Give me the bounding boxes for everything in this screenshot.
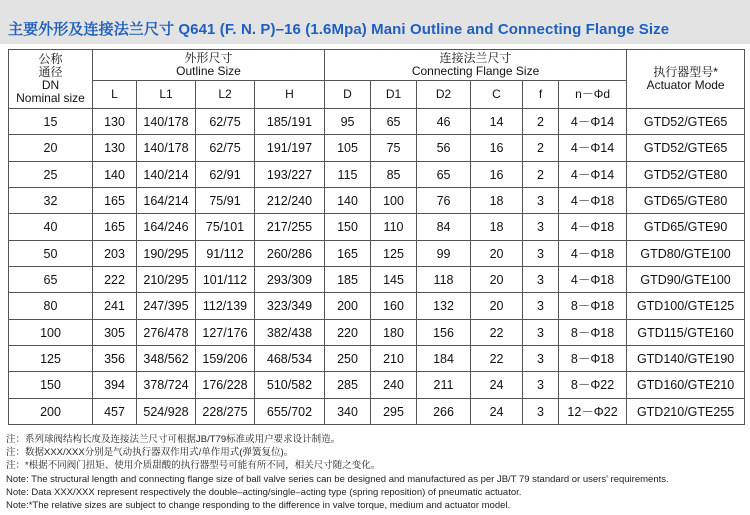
- cell-l2: 159/206: [196, 345, 255, 371]
- table-row: [9, 398, 745, 424]
- cell-dn: 200: [9, 398, 93, 424]
- cell-c: 22: [471, 319, 523, 345]
- cell-nd: 4－Φ14: [559, 135, 627, 161]
- cell-d1: 100: [371, 187, 417, 213]
- cell-l: 165: [93, 214, 137, 240]
- cell-l: 130: [93, 109, 137, 135]
- cell-l1: 164/214: [137, 187, 196, 213]
- cell-d1: 180: [371, 319, 417, 345]
- cell-dn: 15: [9, 109, 93, 135]
- cell-d2: 76: [417, 187, 471, 213]
- cell-d1: 75: [371, 135, 417, 161]
- cell-d2: 84: [417, 214, 471, 240]
- col-header-L: L: [93, 81, 137, 109]
- cell-f: 3: [523, 293, 559, 319]
- cell-c: 18: [471, 214, 523, 240]
- cell-c: 22: [471, 345, 523, 371]
- cell-d1: 145: [371, 266, 417, 292]
- cell-d1: 160: [371, 293, 417, 319]
- cell-l: 130: [93, 135, 137, 161]
- cell-l: 222: [93, 266, 137, 292]
- cell-l2: 75/91: [196, 187, 255, 213]
- cell-l1: 190/295: [137, 240, 196, 266]
- cell-l1: 140/214: [137, 161, 196, 187]
- cell-d: 250: [325, 345, 371, 371]
- table-row: [9, 345, 745, 371]
- cell-c: 20: [471, 240, 523, 266]
- table-row: [9, 266, 745, 292]
- cell-l2: 112/139: [196, 293, 255, 319]
- cell-nd: 8－Φ22: [559, 372, 627, 398]
- cell-l: 140: [93, 161, 137, 187]
- cell-act: GTD115/GTE160: [627, 319, 745, 345]
- cell-l: 165: [93, 187, 137, 213]
- cell-h: 468/534: [255, 345, 325, 371]
- cell-nd: 4－Φ18: [559, 187, 627, 213]
- cell-dn: 25: [9, 161, 93, 187]
- cell-l2: 176/228: [196, 372, 255, 398]
- cell-d: 185: [325, 266, 371, 292]
- cell-l1: 378/724: [137, 372, 196, 398]
- cell-l: 241: [93, 293, 137, 319]
- cell-f: 3: [523, 187, 559, 213]
- cell-f: 2: [523, 161, 559, 187]
- cell-h: 260/286: [255, 240, 325, 266]
- cell-c: 16: [471, 161, 523, 187]
- cell-l1: 140/178: [137, 109, 196, 135]
- col-header-L2: L2: [196, 81, 255, 109]
- cell-d2: 56: [417, 135, 471, 161]
- table-row: [9, 135, 745, 161]
- cell-h: 191/197: [255, 135, 325, 161]
- cell-h: 655/702: [255, 398, 325, 424]
- cell-d1: 85: [371, 161, 417, 187]
- cell-h: 382/438: [255, 319, 325, 345]
- table-body: [9, 109, 745, 425]
- cell-f: 2: [523, 135, 559, 161]
- cell-f: 3: [523, 240, 559, 266]
- cell-d2: 132: [417, 293, 471, 319]
- col-header-f: f: [523, 81, 559, 109]
- cell-l1: 247/395: [137, 293, 196, 319]
- cell-nd: 4－Φ18: [559, 240, 627, 266]
- cell-nd: 12－Φ22: [559, 398, 627, 424]
- cell-l1: 524/928: [137, 398, 196, 424]
- cell-f: 3: [523, 214, 559, 240]
- cell-f: 3: [523, 266, 559, 292]
- cell-f: 2: [523, 109, 559, 135]
- cell-d: 105: [325, 135, 371, 161]
- cell-d2: 184: [417, 345, 471, 371]
- cell-act: GTD100/GTE125: [627, 293, 745, 319]
- cell-dn: 20: [9, 135, 93, 161]
- cell-act: GTD65/GTE90: [627, 214, 745, 240]
- cell-l2: 62/91: [196, 161, 255, 187]
- cell-act: GTD52/GTE65: [627, 109, 745, 135]
- col-header-H: H: [255, 81, 325, 109]
- cell-d: 150: [325, 214, 371, 240]
- col-header-D2: D2: [417, 81, 471, 109]
- cell-dn: 125: [9, 345, 93, 371]
- cell-dn: 32: [9, 187, 93, 213]
- cell-d2: 99: [417, 240, 471, 266]
- col-header-D: D: [325, 81, 371, 109]
- cell-d: 140: [325, 187, 371, 213]
- cell-c: 18: [471, 187, 523, 213]
- table-row: [9, 187, 745, 213]
- col-header-L1: L1: [137, 81, 196, 109]
- note-line: 注：数据XXX/XXX分别是气动执行器双作用式/单作用式(弹簧复位)。: [6, 447, 294, 459]
- cell-l: 356: [93, 345, 137, 371]
- cell-d: 285: [325, 372, 371, 398]
- cell-l2: 101/112: [196, 266, 255, 292]
- cell-c: 24: [471, 372, 523, 398]
- cell-act: GTD65/GTE80: [627, 187, 745, 213]
- cell-l2: 91/112: [196, 240, 255, 266]
- cell-act: GTD52/GTE80: [627, 161, 745, 187]
- col-header-C: C: [471, 81, 523, 109]
- cell-l1: 140/178: [137, 135, 196, 161]
- cell-f: 3: [523, 319, 559, 345]
- cell-l1: 210/295: [137, 266, 196, 292]
- cell-h: 212/240: [255, 187, 325, 213]
- cell-d1: 65: [371, 109, 417, 135]
- note-line: Note:*The relative sizes are subject to change responding to the difference in valve torque, medium and actuator model.: [6, 500, 511, 512]
- cell-nd: 8－Φ18: [559, 345, 627, 371]
- cell-nd: 4－Φ18: [559, 214, 627, 240]
- cell-h: 293/309: [255, 266, 325, 292]
- cell-h: 193/227: [255, 161, 325, 187]
- table-row: [9, 240, 745, 266]
- table-row: [9, 319, 745, 345]
- cell-h: 510/582: [255, 372, 325, 398]
- cell-c: 14: [471, 109, 523, 135]
- cell-c: 20: [471, 266, 523, 292]
- cell-act: GTD140/GTE190: [627, 345, 745, 371]
- cell-dn: 65: [9, 266, 93, 292]
- note-line: Note: The structural length and connecting flange size of ball valve series can be designed and manufactured as per JB/T 79 standard or users' requirements.: [6, 473, 669, 485]
- cell-l: 203: [93, 240, 137, 266]
- flange-size-table: [8, 49, 745, 425]
- cell-nd: 8－Φ18: [559, 319, 627, 345]
- cell-d2: 156: [417, 319, 471, 345]
- cell-d1: 210: [371, 345, 417, 371]
- cell-l2: 62/75: [196, 135, 255, 161]
- cell-nd: 4－Φ14: [559, 109, 627, 135]
- cell-d: 115: [325, 161, 371, 187]
- cell-dn: 100: [9, 319, 93, 345]
- col-header-D1: D1: [371, 81, 417, 109]
- table-row: [9, 109, 745, 135]
- cell-c: 24: [471, 398, 523, 424]
- table-row: [9, 161, 745, 187]
- cell-l: 305: [93, 319, 137, 345]
- title-bar: [0, 0, 750, 44]
- cell-act: GTD160/GTE210: [627, 372, 745, 398]
- connecting-flange-header: 连接法兰尺寸 Connecting Flange Size: [325, 50, 627, 81]
- cell-act: GTD90/GTE100: [627, 266, 745, 292]
- cell-h: 185/191: [255, 109, 325, 135]
- notes-section: [6, 433, 746, 512]
- cell-d: 165: [325, 240, 371, 266]
- cell-f: 3: [523, 345, 559, 371]
- cell-l: 394: [93, 372, 137, 398]
- cell-d1: 240: [371, 372, 417, 398]
- cell-f: 3: [523, 398, 559, 424]
- cell-d: 220: [325, 319, 371, 345]
- cell-l1: 164/246: [137, 214, 196, 240]
- cell-l2: 127/176: [196, 319, 255, 345]
- cell-d1: 295: [371, 398, 417, 424]
- cell-d: 200: [325, 293, 371, 319]
- cell-d1: 125: [371, 240, 417, 266]
- cell-d2: 46: [417, 109, 471, 135]
- cell-f: 3: [523, 372, 559, 398]
- actuator-mode-header: 执行器型号* Actuator Mode: [627, 50, 745, 109]
- cell-d2: 211: [417, 372, 471, 398]
- cell-dn: 50: [9, 240, 93, 266]
- cell-h: 217/255: [255, 214, 325, 240]
- cell-d2: 118: [417, 266, 471, 292]
- cell-d1: 110: [371, 214, 417, 240]
- cell-h: 323/349: [255, 293, 325, 319]
- table-row: [9, 214, 745, 240]
- cell-c: 16: [471, 135, 523, 161]
- cell-nd: 4－Φ18: [559, 266, 627, 292]
- header-row-top: [9, 50, 745, 81]
- cell-act: GTD210/GTE255: [627, 398, 745, 424]
- cell-l2: 62/75: [196, 109, 255, 135]
- cell-d: 95: [325, 109, 371, 135]
- nominal-size-header: 公称 通径 DN Nominal size: [9, 50, 93, 109]
- note-line: 注：系列球阀结构长度及连接法兰尺寸可根据JB/T79标准或用户要求设计制造。: [6, 434, 341, 445]
- cell-dn: 80: [9, 293, 93, 319]
- cell-dn: 150: [9, 372, 93, 398]
- cell-l: 457: [93, 398, 137, 424]
- cell-nd: 4－Φ14: [559, 161, 627, 187]
- cell-act: GTD80/GTE100: [627, 240, 745, 266]
- note-line: Note: Data XXX/XXX represent respectively the double–acting/single–acting type (spring reposition) of pneumatic actuator.: [6, 486, 522, 498]
- page-title: 主要外形及连接法兰尺寸 Q641 (F. N. P)–16 (1.6Mpa) Mani Outline and Connecting Flange Size: [8, 21, 670, 38]
- note-line: 注：*根据不同阀门扭矩、使用介质甜酸的执行器型号可能有所不同，相关尺寸随之变化。: [6, 460, 381, 472]
- col-header-nd: n－Φd: [559, 81, 627, 109]
- cell-l1: 276/478: [137, 319, 196, 345]
- cell-l2: 75/101: [196, 214, 255, 240]
- cell-c: 20: [471, 293, 523, 319]
- table-row: [9, 293, 745, 319]
- cell-l1: 348/562: [137, 345, 196, 371]
- cell-d: 340: [325, 398, 371, 424]
- cell-nd: 8－Φ18: [559, 293, 627, 319]
- table-row: [9, 372, 745, 398]
- cell-d2: 65: [417, 161, 471, 187]
- cell-dn: 40: [9, 214, 93, 240]
- outline-size-header: 外形尺寸 Outline Size: [93, 50, 325, 81]
- cell-l2: 228/275: [196, 398, 255, 424]
- cell-act: GTD52/GTE65: [627, 135, 745, 161]
- cell-d2: 266: [417, 398, 471, 424]
